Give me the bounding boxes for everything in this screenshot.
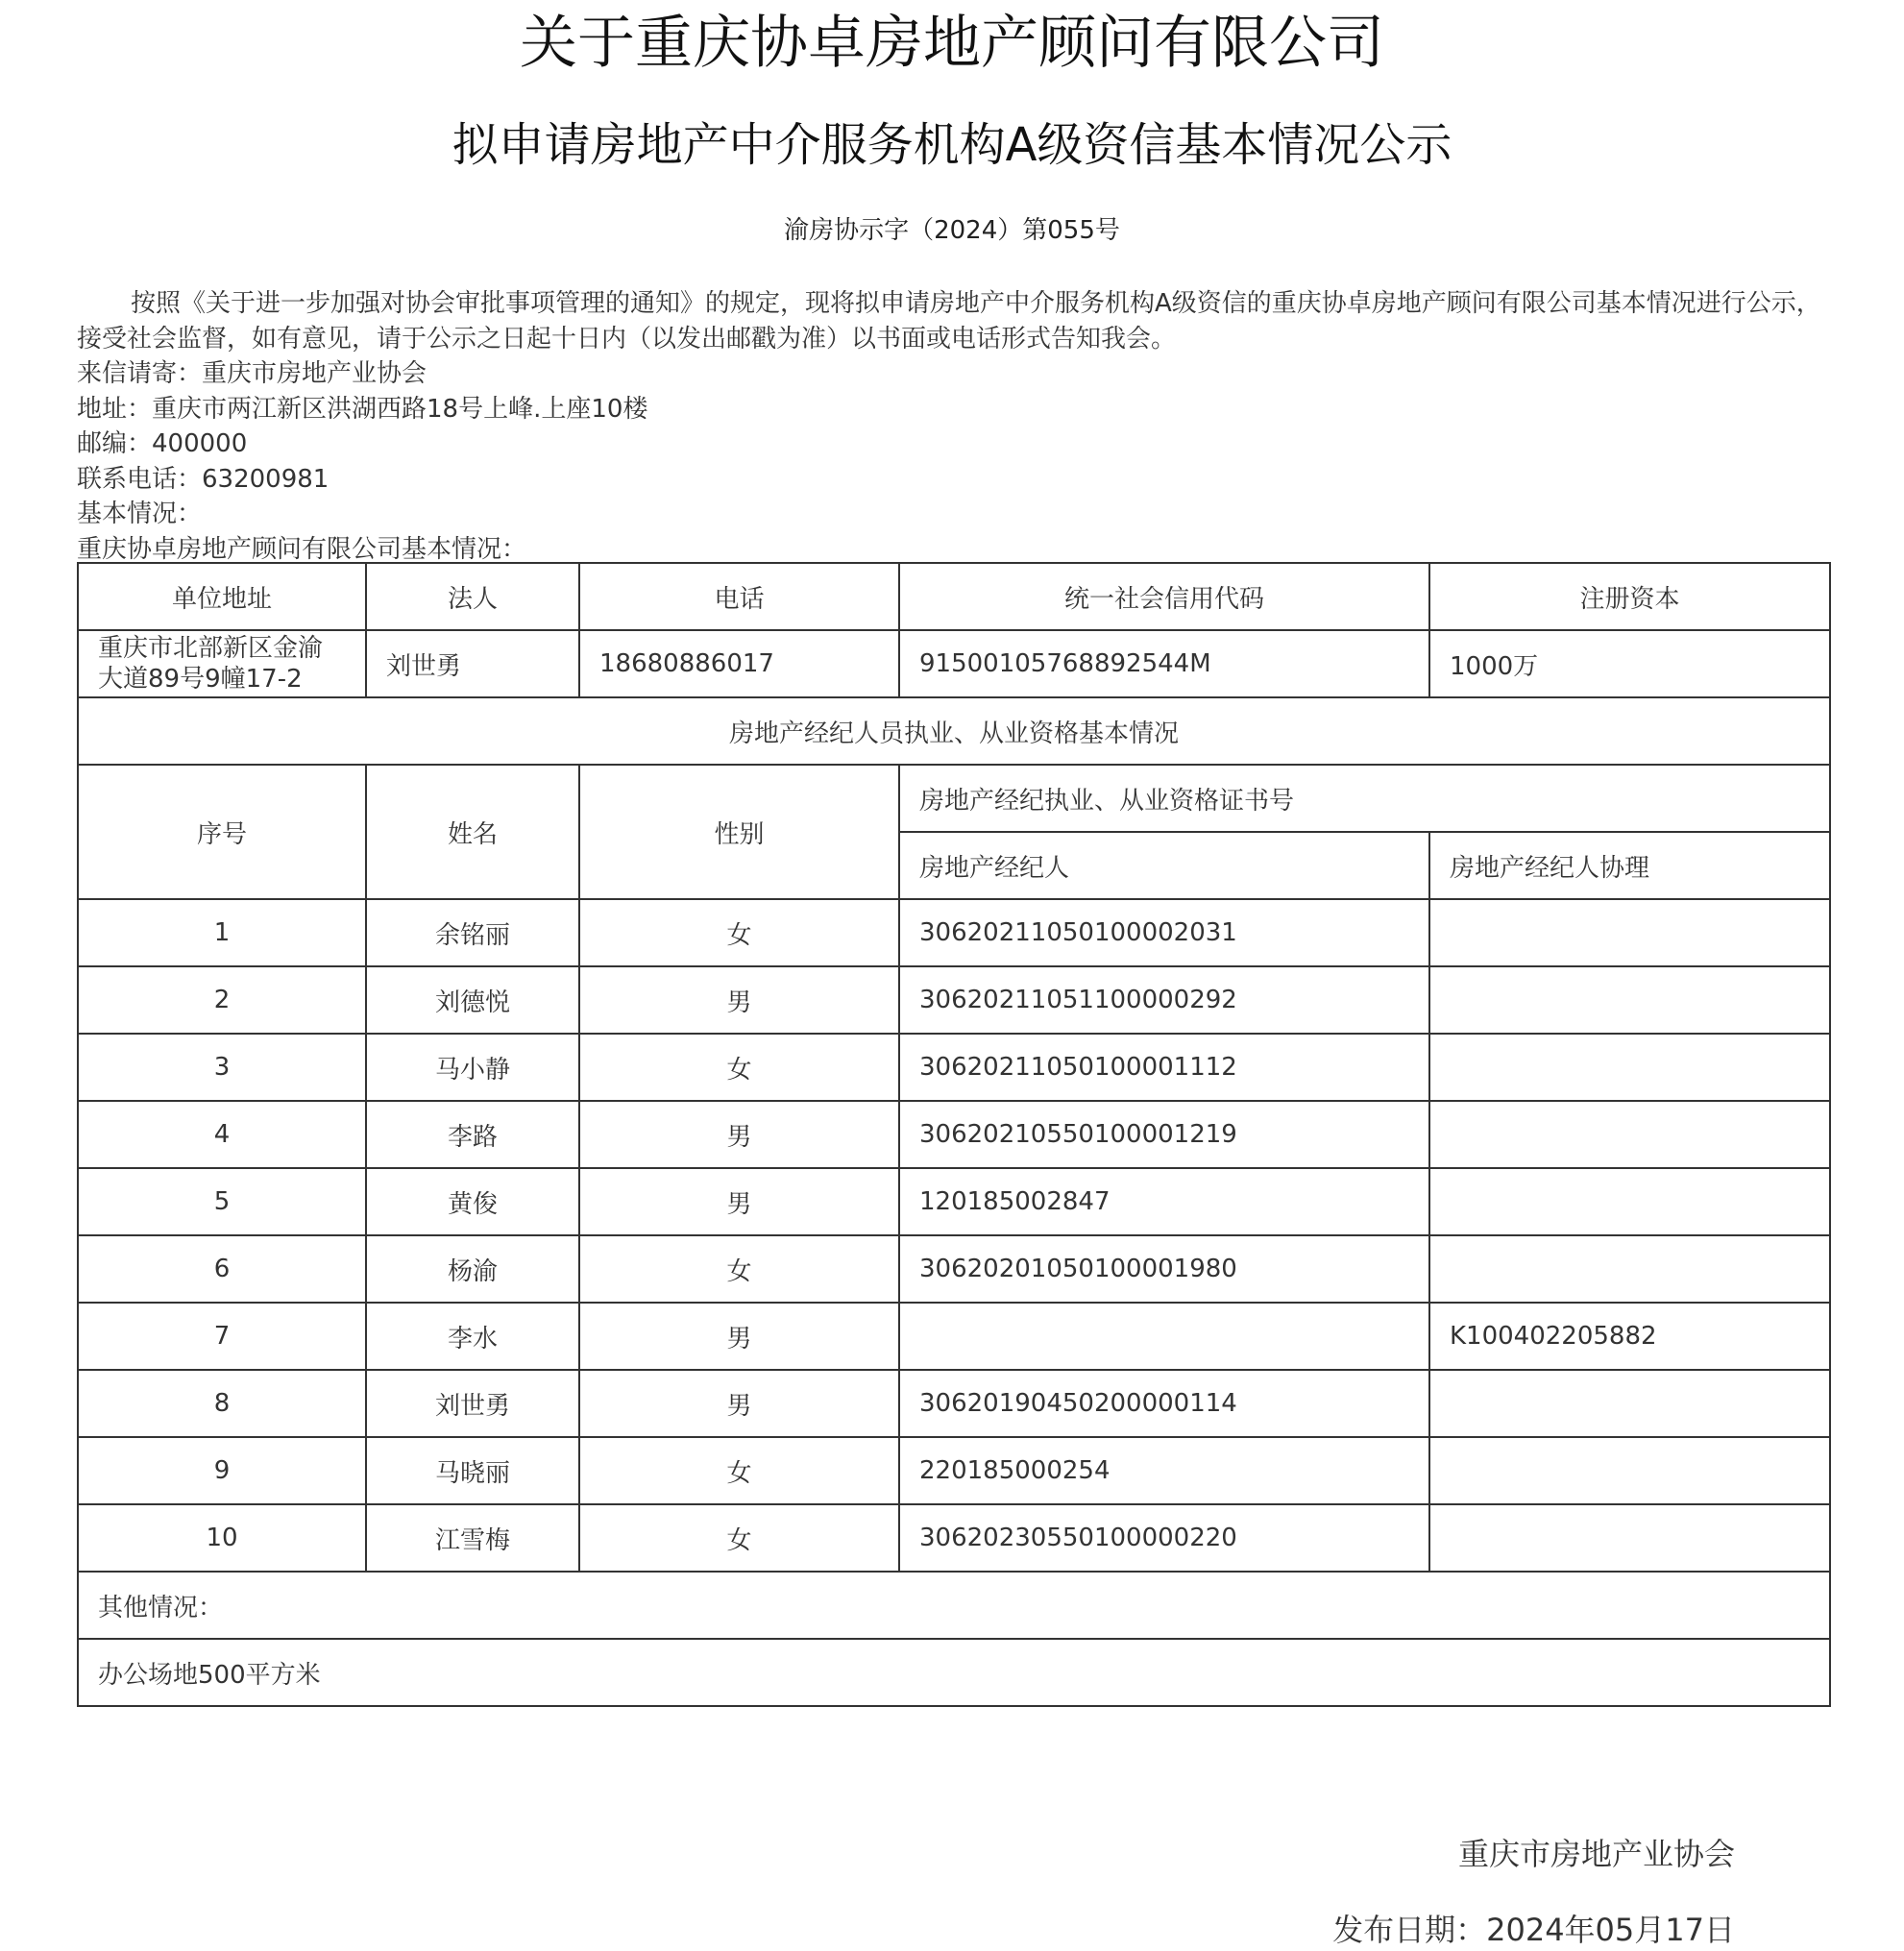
header-address: 单位地址	[78, 563, 366, 630]
document-number: 渝房协示字（2024）第055号	[784, 216, 1120, 245]
agent-gender: 男	[579, 966, 899, 1034]
address-line: 地址：重庆市两江新区洪湖西路18号上峰.上座10楼	[77, 394, 648, 424]
agent-cert-number: 30620210550100001219	[899, 1101, 1429, 1168]
agent-name: 李路	[366, 1101, 579, 1168]
agent-seq: 4	[78, 1101, 366, 1168]
agent-seq: 3	[78, 1034, 366, 1101]
table-row	[78, 1370, 1830, 1437]
table-row	[78, 1101, 1830, 1168]
agent-seq: 2	[78, 966, 366, 1034]
intro-paragraph: 按照《关于进一步加强对协会审批事项管理的通知》的规定，现将拟申请房地产中介服务机构A级资信的重庆协卓房地产顾问有限公司基本情况进行公示，接受社会监督，如有意见，请于公示之日起十日内（以发出邮戳为准）以书面或电话形式告知我会。	[77, 289, 1821, 354]
agent-name: 江雪梅	[366, 1504, 579, 1572]
assistant-cert-number	[1429, 1437, 1830, 1504]
assistant-cert-number	[1429, 1101, 1830, 1168]
agent-name: 李水	[366, 1303, 579, 1370]
agent-gender: 女	[579, 1504, 899, 1572]
agents-header-row-1	[78, 765, 1830, 832]
other-value-row	[78, 1639, 1830, 1706]
phone-line: 联系电话：63200981	[77, 464, 330, 494]
agent-seq: 8	[78, 1370, 366, 1437]
header-agent-cert: 房地产经纪人	[899, 832, 1429, 899]
header-legal-person: 法人	[366, 563, 579, 630]
page-title: 关于重庆协卓房地产顾问有限公司	[520, 10, 1384, 77]
agent-gender: 女	[579, 1235, 899, 1303]
table-row	[78, 1303, 1830, 1370]
agent-name: 杨渝	[366, 1235, 579, 1303]
assistant-cert-number	[1429, 966, 1830, 1034]
assistant-cert-number	[1429, 899, 1830, 966]
agent-gender: 男	[579, 1303, 899, 1370]
intro-section	[77, 286, 1835, 567]
agent-seq: 10	[78, 1504, 366, 1572]
agent-gender: 女	[579, 1437, 899, 1504]
agent-seq: 6	[78, 1235, 366, 1303]
agents-section-title: 房地产经纪人员执业、从业资格基本情况	[78, 697, 1830, 765]
agent-gender: 女	[579, 1034, 899, 1101]
company-phone: 18680886017	[579, 630, 899, 697]
mail-to-line: 来信请寄：重庆市房地产业协会	[77, 359, 427, 388]
agent-name: 黄俊	[366, 1168, 579, 1235]
agent-name: 马小静	[366, 1034, 579, 1101]
header-cert-group: 房地产经纪执业、从业资格证书号	[899, 765, 1830, 832]
table-row	[78, 966, 1830, 1034]
agent-cert-number: 120185002847	[899, 1168, 1429, 1235]
table-row	[78, 1168, 1830, 1235]
agent-gender: 女	[579, 899, 899, 966]
assistant-cert-number	[1429, 1168, 1830, 1235]
agent-name: 马晓丽	[366, 1437, 579, 1504]
company-address: 重庆市北部新区金渝大道89号9幢17-2	[78, 630, 366, 697]
agents-section-title-row	[78, 697, 1830, 765]
header-name: 姓名	[366, 765, 579, 899]
agent-cert-number: 30620211050100002031	[899, 899, 1429, 966]
agent-rows	[78, 899, 1830, 1572]
table-row	[78, 1235, 1830, 1303]
page-subtitle: 拟申请房地产中介服务机构A级资信基本情况公示	[452, 118, 1452, 172]
publish-date: 发布日期：2024年05月17日	[1332, 1912, 1735, 1948]
company-legal-person: 刘世勇	[366, 630, 579, 697]
agent-cert-number: 30620211051100000292	[899, 966, 1429, 1034]
agent-gender: 男	[579, 1101, 899, 1168]
assistant-cert-number	[1429, 1034, 1830, 1101]
header-gender: 性别	[579, 765, 899, 899]
agent-gender: 男	[579, 1370, 899, 1437]
header-capital: 注册资本	[1429, 563, 1830, 630]
assistant-cert-number	[1429, 1235, 1830, 1303]
company-value-row	[78, 630, 1830, 697]
agent-cert-number: 30620190450200000114	[899, 1370, 1429, 1437]
company-basic-label: 重庆协卓房地产顾问有限公司基本情况：	[77, 534, 527, 564]
agent-cert-number: 30620230550100000220	[899, 1504, 1429, 1572]
agent-seq: 7	[78, 1303, 366, 1370]
company-credit-code: 91500105768892544M	[899, 630, 1429, 697]
table-row	[78, 1437, 1830, 1504]
postcode-line: 邮编：400000	[77, 429, 248, 458]
table-row	[78, 1034, 1830, 1101]
assistant-cert-number	[1429, 1370, 1830, 1437]
agent-name: 刘世勇	[366, 1370, 579, 1437]
agent-name: 刘德悦	[366, 966, 579, 1034]
agent-cert-number: 220185000254	[899, 1437, 1429, 1504]
agent-seq: 5	[78, 1168, 366, 1235]
company-capital: 1000万	[1429, 630, 1830, 697]
agent-cert-number: 30620201050100001980	[899, 1235, 1429, 1303]
header-seq: 序号	[78, 765, 366, 899]
company-info-table	[77, 562, 1831, 1707]
assistant-cert-number	[1429, 1504, 1830, 1572]
other-value: 办公场地500平方米	[78, 1639, 1830, 1706]
agent-seq: 1	[78, 899, 366, 966]
table-row	[78, 899, 1830, 966]
header-assistant-cert: 房地产经纪人协理	[1429, 832, 1830, 899]
table-row	[78, 1504, 1830, 1572]
agent-gender: 男	[579, 1168, 899, 1235]
assistant-cert-number: K100402205882	[1429, 1303, 1830, 1370]
agent-seq: 9	[78, 1437, 366, 1504]
agent-cert-number	[899, 1303, 1429, 1370]
issuing-organization: 重庆市房地产业协会	[1457, 1836, 1735, 1872]
other-label-row	[78, 1572, 1830, 1639]
company-header-row	[78, 563, 1830, 630]
header-credit-code: 统一社会信用代码	[899, 563, 1429, 630]
basic-info-label: 基本情况：	[77, 500, 203, 528]
agent-cert-number: 30620211050100001112	[899, 1034, 1429, 1101]
header-phone: 电话	[579, 563, 899, 630]
other-label: 其他情况：	[78, 1572, 1830, 1639]
agent-name: 余铭丽	[366, 899, 579, 966]
